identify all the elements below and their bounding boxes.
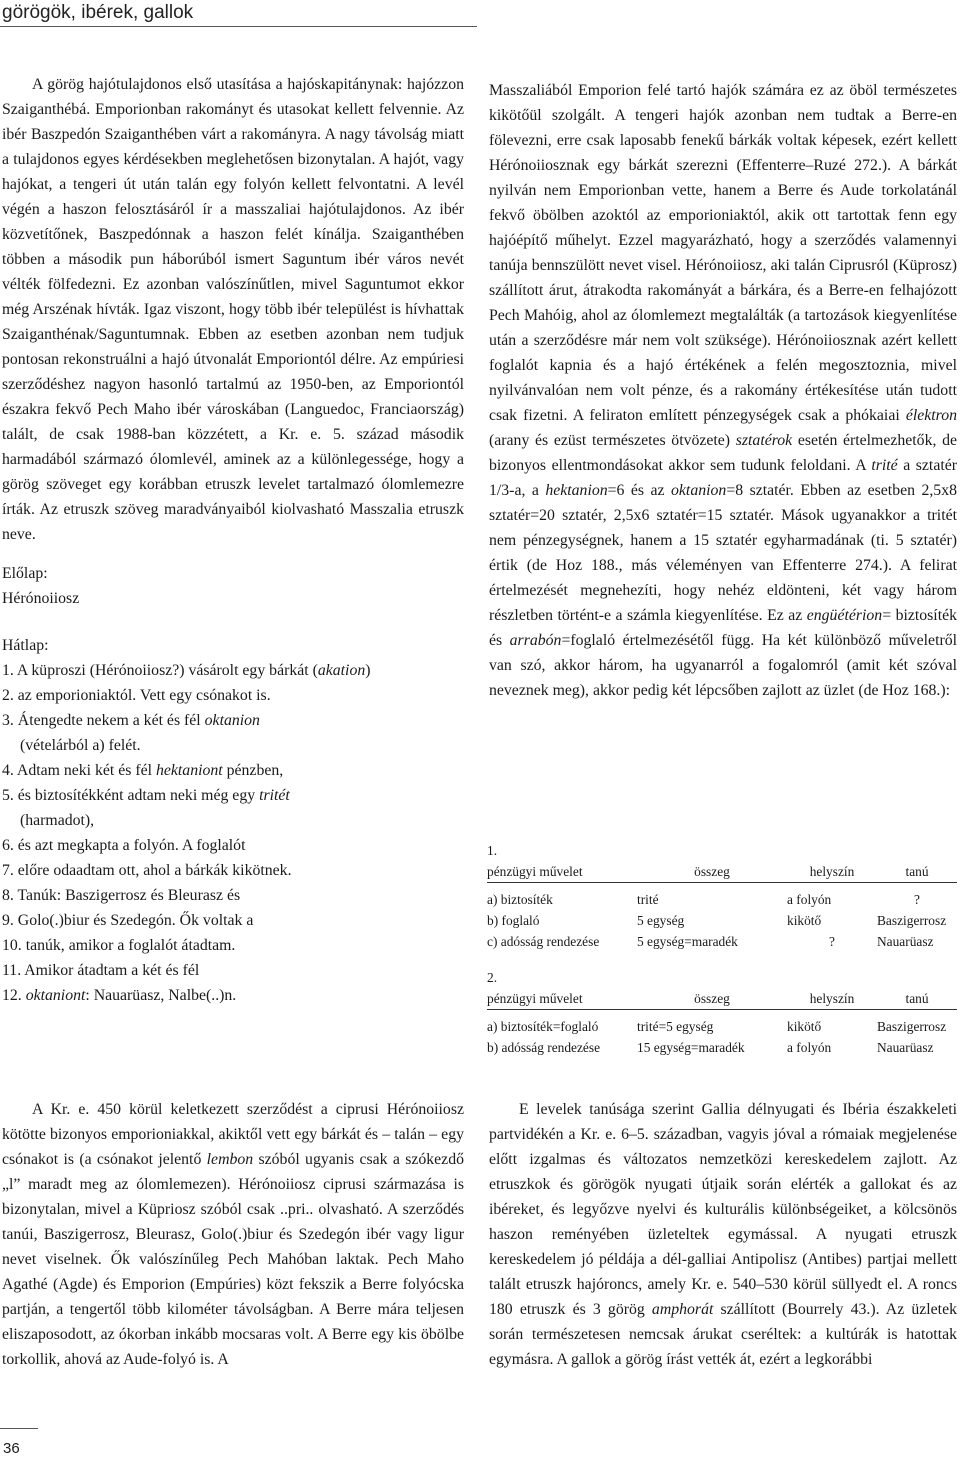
- back-line: [2, 658, 464, 683]
- italic-term: akation: [317, 662, 366, 679]
- page-number-rule: [0, 1428, 38, 1429]
- italic-term: oktaniont: [25, 987, 86, 1004]
- text-run: 11. Amikor átadtam a két és fél: [2, 962, 200, 979]
- text-run: Masszaliából Emporion felé tartó hajók számára ez az öböl természetes kikötőül szolgált. A tengeri hajók azonban nem tudtak a Berre-en fölevezni, erre csak laposabb fenekű bárkák voltak képesek, ezért kellett Hérónoiiosznak egy bárkát szerezni (Effenterre–Ruzé 272.). A bárkát nyilván nem Emporionban vette, hanem a Berre és Aude torkolatánál fekvő öbölben azoktól az emporioniaktól, akik ott tartottak fenn egy hajóépítő műhelyt. Ezzel magyarázható, hogy a szerződés valamennyi tanúja bennszülött nevet visel. Hérónoiiosz, aki talán Ciprusról (Küprosz) szállított árut, átrakodta rakományát a bárkára, és a Berre-en felhajózott Pech Mahóig, ahol az ólomlemezt megtalálták (a tartozások kiegyenlítése után a szerződésre már nem volt szüksége). Hérónoiiosznak azért kellett foglalót kapnia és a hajó értékének a felén megosztoznia, mivel nyilvánvalóan nem volt pénze, és a rakomány értékesítése után tudott csak fizetni. A feliraton említett pénzegységek csak a phókaiai: [489, 82, 957, 424]
- text-run: (arany és ezüst természetes ötvözete): [489, 432, 736, 449]
- text-run: E levelek tanúsága szerint Gallia délnyugati és Ibéria északkeleti partvidékén a Kr. e. 6–5. században, vagyis jóval a rómaiak megjelenése előtt izgalmas és változatos nemzetközi kereskedelem zajlott. Az etruszkok és görögök nyugati útjaik során elérték a gallokat és az ibéreket, és legyőzve nyelvi és kulturális különbségeiket, a kölcsönös haszon reményében üzleteltek egymással. A nyugati etruszk kereskedelem jó példája a dél-galliai Antipolisz (Antibes) partjai mellett talált etruszk hajóroncs, amely Kr. e. 540–530 körül süllyedt el. A roncs 180 etruszk és 3 görög: [489, 1101, 957, 1318]
- table-cell: kikötő: [787, 1019, 822, 1034]
- column-header: összeg: [637, 988, 787, 1010]
- text-run: esetén értelmezhetők, de bizonyos ellentmondásokat akkor sem tudunk feloldani. A: [489, 432, 957, 474]
- back-line: [2, 733, 464, 758]
- text-run: A Kr. e. 450 körül keletkezett szerződést a ciprusi Hérónoiiosz kötötte bizonyos emporioniakkal, akiktől vett egy bárkát és – talán – egy csónakot is (a csónakot jelentő: [2, 1101, 464, 1168]
- running-header: [0, 0, 477, 27]
- text-run: 7. előre odaadtam ott, ahol a bárkák kikötnek.: [2, 862, 292, 879]
- table-cell: kikötő: [787, 913, 822, 928]
- italic-term: oktanion: [204, 712, 260, 729]
- back-label: Hátlap:: [2, 637, 49, 654]
- table-number: 2.: [487, 970, 498, 985]
- text-run: pénzben,: [222, 762, 284, 779]
- text-run: =8 sztatér. Ebben az esetben 2,5x8 sztatér=20 sztatér, 2,5x6 sztatér=15 sztatér. Mások ugyanakkor a tritét nem pénzegységnek, hanem a 15 sztatér egyharmadának (ti. 5 sztatér) értik (de Hoz 188., más véleményen van Effenterre 274.). A felirat értelmezését megnehezíti, hogy nehéz eldönteni, két vagy három részletben történt-e a számla kiegyenlítése. Ez az: [489, 482, 957, 624]
- column-header: pénzügyi művelet: [487, 861, 637, 883]
- intro-paragraph: A görög hajótulajdonos első utasítása a hajóskapitánynak: hajózzon Szaiganthébá. Emporionban rakományt és utasokat kellett felvennie. Az ibér Baszpedón Szaiganthében várt a rakományra. A nagy távolság miatt a tulajdonos egyes kérdésekben meglehetősen bizonytalan. A hajót, vagy hajókat, a tengeri út után talán egy folyón kellett felvontatni. A levél végén a haszon felosztásáról ír a masszaliai hajótulajdonos. Az ibér közvetítőnek, Baszpedónnak a haszon felét kínálja. Szaiganthében többen a második pun háborúból ismert Saguntum ibér város nevét vélték fölfedezni. Ez azonban valószínűtlen, mivel Saguntumot ekkor még Arszénak hívták. Igaz viszont, hogy több ibér települést is hívhattak Szaiganthénak/Saguntumnak. Ebben az esetben azonban nem tudjuk pontosan rekonstruálni a hajó útvonalát Emporiontól délre. Az empúriesi szerződéshez nagyon hasonló tartalmú az 1950-ben, az Emporiontól északra fekvő Pech Maho ibér városkában (Languedoc, Franciaország) talált, de csak 1988-ban közzétett, a Kr. e. 5. század második harmadából származó ólomlevél, aminek az a különlegessége, hogy a görög szöveget egy korábban etruszk levelet tartalmazó ólomlemezre írták. Az etruszk szöveg maradványaiból kiolvasható Masszalia etruszk neve.: [2, 76, 464, 543]
- text-run: szóból ugyanis csak a szókezdő „l” maradt meg az ólomlemezen). Hérónoiiosz ciprusi származása is bizonytalan, mivel a Küpriosz szóból csak ..pri.. olvasható. A szerződés tanúi, Baszigerrosz, Bleurasz, Golo(.)biur és Szedegón ibér vagy ligur nevet viselnek. Ők valószínűleg Pech Mahóban laktak. Pech Maho Agathé (Agde) és Emporion (Empúries) közt fekszik a Berre folyócska partján, a tengertől több kilométer távolságban. A Berre mára teljesen eliszaposodott, az ókorban inkább mocsaras volt. A Berre egy kis öbölbe torkollik, ahová az Aude-folyó is. A: [2, 1151, 464, 1368]
- right-bottom-paragraph: [489, 1097, 957, 1372]
- italic-term: engüétérion: [806, 607, 883, 624]
- back-line: [2, 883, 464, 908]
- back-line: [2, 783, 464, 808]
- italic-term: élektron: [905, 407, 957, 424]
- table-cell: Nauarüasz: [877, 934, 934, 949]
- table-row: [487, 910, 957, 931]
- back-line: [2, 908, 464, 933]
- back-line: [2, 833, 464, 858]
- front-text: Hérónoiiosz: [2, 590, 80, 607]
- back-line: [2, 958, 464, 983]
- text-run: 9. Golo(.)biur és Szedegón. Ők voltak a: [2, 912, 254, 929]
- back-line: [2, 758, 464, 783]
- table-cell: b) adósság rendezése: [487, 1040, 601, 1055]
- table-header-row: [487, 861, 957, 883]
- table-cell: 5 egység=maradék: [637, 934, 738, 949]
- column-header: tanú: [877, 861, 957, 883]
- text-run: 8. Tanúk: Baszigerrosz és Bleurasz és: [2, 887, 241, 904]
- table-cell: Nauarüasz: [877, 1040, 934, 1055]
- text-run: =foglaló értelmezésétől függ. Ha két különböző műveletről van szó, akkor három, ha ugyanarról a fogalomról (amit két szóval neveznek meg), akkor pedig két lépcsőben zajlott az üzlet (de Hoz 168.):: [489, 632, 958, 699]
- back-lines: [2, 658, 464, 1008]
- text-run: szállított (Bourrely 43.). Az üzletek során természetesen nemcsak árukat cseréltek: a kultúrák is hatottak egymásra. A gallok a görög írást vették át, ezért a legkorábbi: [489, 1301, 957, 1368]
- table-number: 1.: [487, 843, 498, 858]
- back-line: [2, 933, 464, 958]
- right-column-top: [489, 78, 957, 703]
- column-header: összeg: [637, 861, 787, 883]
- text-run: (vételárból a) felét.: [20, 737, 141, 754]
- text-run: 1. A küproszi (Hérónoiiosz?) vásárolt egy bárkát (: [2, 662, 318, 679]
- page-number: 36: [3, 1440, 20, 1457]
- table-cell: a) biztosíték=foglaló: [487, 1019, 599, 1034]
- table-cell: ?: [914, 892, 920, 907]
- table-cell: ?: [829, 934, 835, 949]
- italic-term: hektanion: [545, 482, 608, 499]
- text-run: : Nauarüasz, Nalbe(..)n.: [85, 987, 237, 1004]
- table-cell: a folyón: [787, 1040, 832, 1055]
- italic-term: hektaniont: [155, 762, 223, 779]
- italic-term: lembon: [206, 1151, 254, 1168]
- table-header-row: [487, 988, 957, 1010]
- back-line: [2, 708, 464, 733]
- text-run: = biztosíték és: [489, 607, 957, 649]
- text-run: 6. és azt megkapta a folyón. A foglalót: [2, 837, 246, 854]
- table-row: [487, 931, 957, 952]
- text-run: =6 és az: [607, 482, 672, 499]
- text-run: (harmadot),: [20, 812, 95, 829]
- lead-letter-translation: [2, 561, 464, 1008]
- italic-term: amphorát: [651, 1301, 714, 1318]
- text-run: 10. tanúk, amikor a foglalót átadtam.: [2, 937, 236, 954]
- table-cell: Baszigerrosz: [877, 913, 947, 928]
- table-cell: b) foglaló: [487, 913, 540, 928]
- table-operations-1: [487, 840, 957, 952]
- left-column-bottom: [2, 1097, 464, 1372]
- table-row: [487, 1037, 957, 1058]
- column-header: pénzügyi művelet: [487, 988, 637, 1010]
- text-run: ): [365, 662, 371, 679]
- text-run: 5. és biztosítékként adtam neki még egy: [2, 787, 260, 804]
- table-cell: 5 egység: [637, 913, 685, 928]
- text-run: a sztatér 1/3-a, a: [489, 457, 957, 499]
- table-cell: c) adósság rendezése: [487, 934, 600, 949]
- table-cell: trité: [637, 892, 659, 907]
- text-run: 3. Átengedte nekem a két és fél: [2, 712, 205, 729]
- left-bottom-paragraph: [2, 1097, 464, 1372]
- left-column-top: [2, 72, 464, 1008]
- table-cell: 15 egység=maradék: [637, 1040, 745, 1055]
- right-column-bottom: [489, 1097, 957, 1372]
- table-row: [487, 1016, 957, 1037]
- table-operations-2: [487, 967, 957, 1058]
- italic-term: arrabón: [509, 632, 562, 649]
- back-line: [2, 808, 464, 833]
- italic-term: oktanion: [671, 482, 727, 499]
- back-line: [2, 683, 464, 708]
- table-row: [487, 889, 957, 910]
- right-top-paragraph: [489, 78, 957, 703]
- back-line: [2, 983, 464, 1008]
- table-cell: Baszigerrosz: [877, 1019, 947, 1034]
- italic-term: trité: [871, 457, 898, 474]
- back-line: [2, 858, 464, 883]
- table-cell: trité=5 egység: [637, 1019, 714, 1034]
- column-header: tanú: [877, 988, 957, 1010]
- header-title: görögök, ibérek, gallok: [2, 2, 194, 23]
- table-cell: a folyón: [787, 892, 832, 907]
- text-run: 4. Adtam neki két és fél: [2, 762, 156, 779]
- text-run: 12.: [2, 987, 26, 1004]
- italic-term: tritét: [259, 787, 290, 804]
- text-run: 2. az emporioniaktól. Vett egy csónakot is.: [2, 687, 271, 704]
- italic-term: sztatérok: [735, 432, 793, 449]
- column-header: helyszín: [787, 988, 877, 1010]
- table-cell: a) biztosíték: [487, 892, 553, 907]
- column-header: helyszín: [787, 861, 877, 883]
- front-label: Előlap:: [2, 565, 48, 582]
